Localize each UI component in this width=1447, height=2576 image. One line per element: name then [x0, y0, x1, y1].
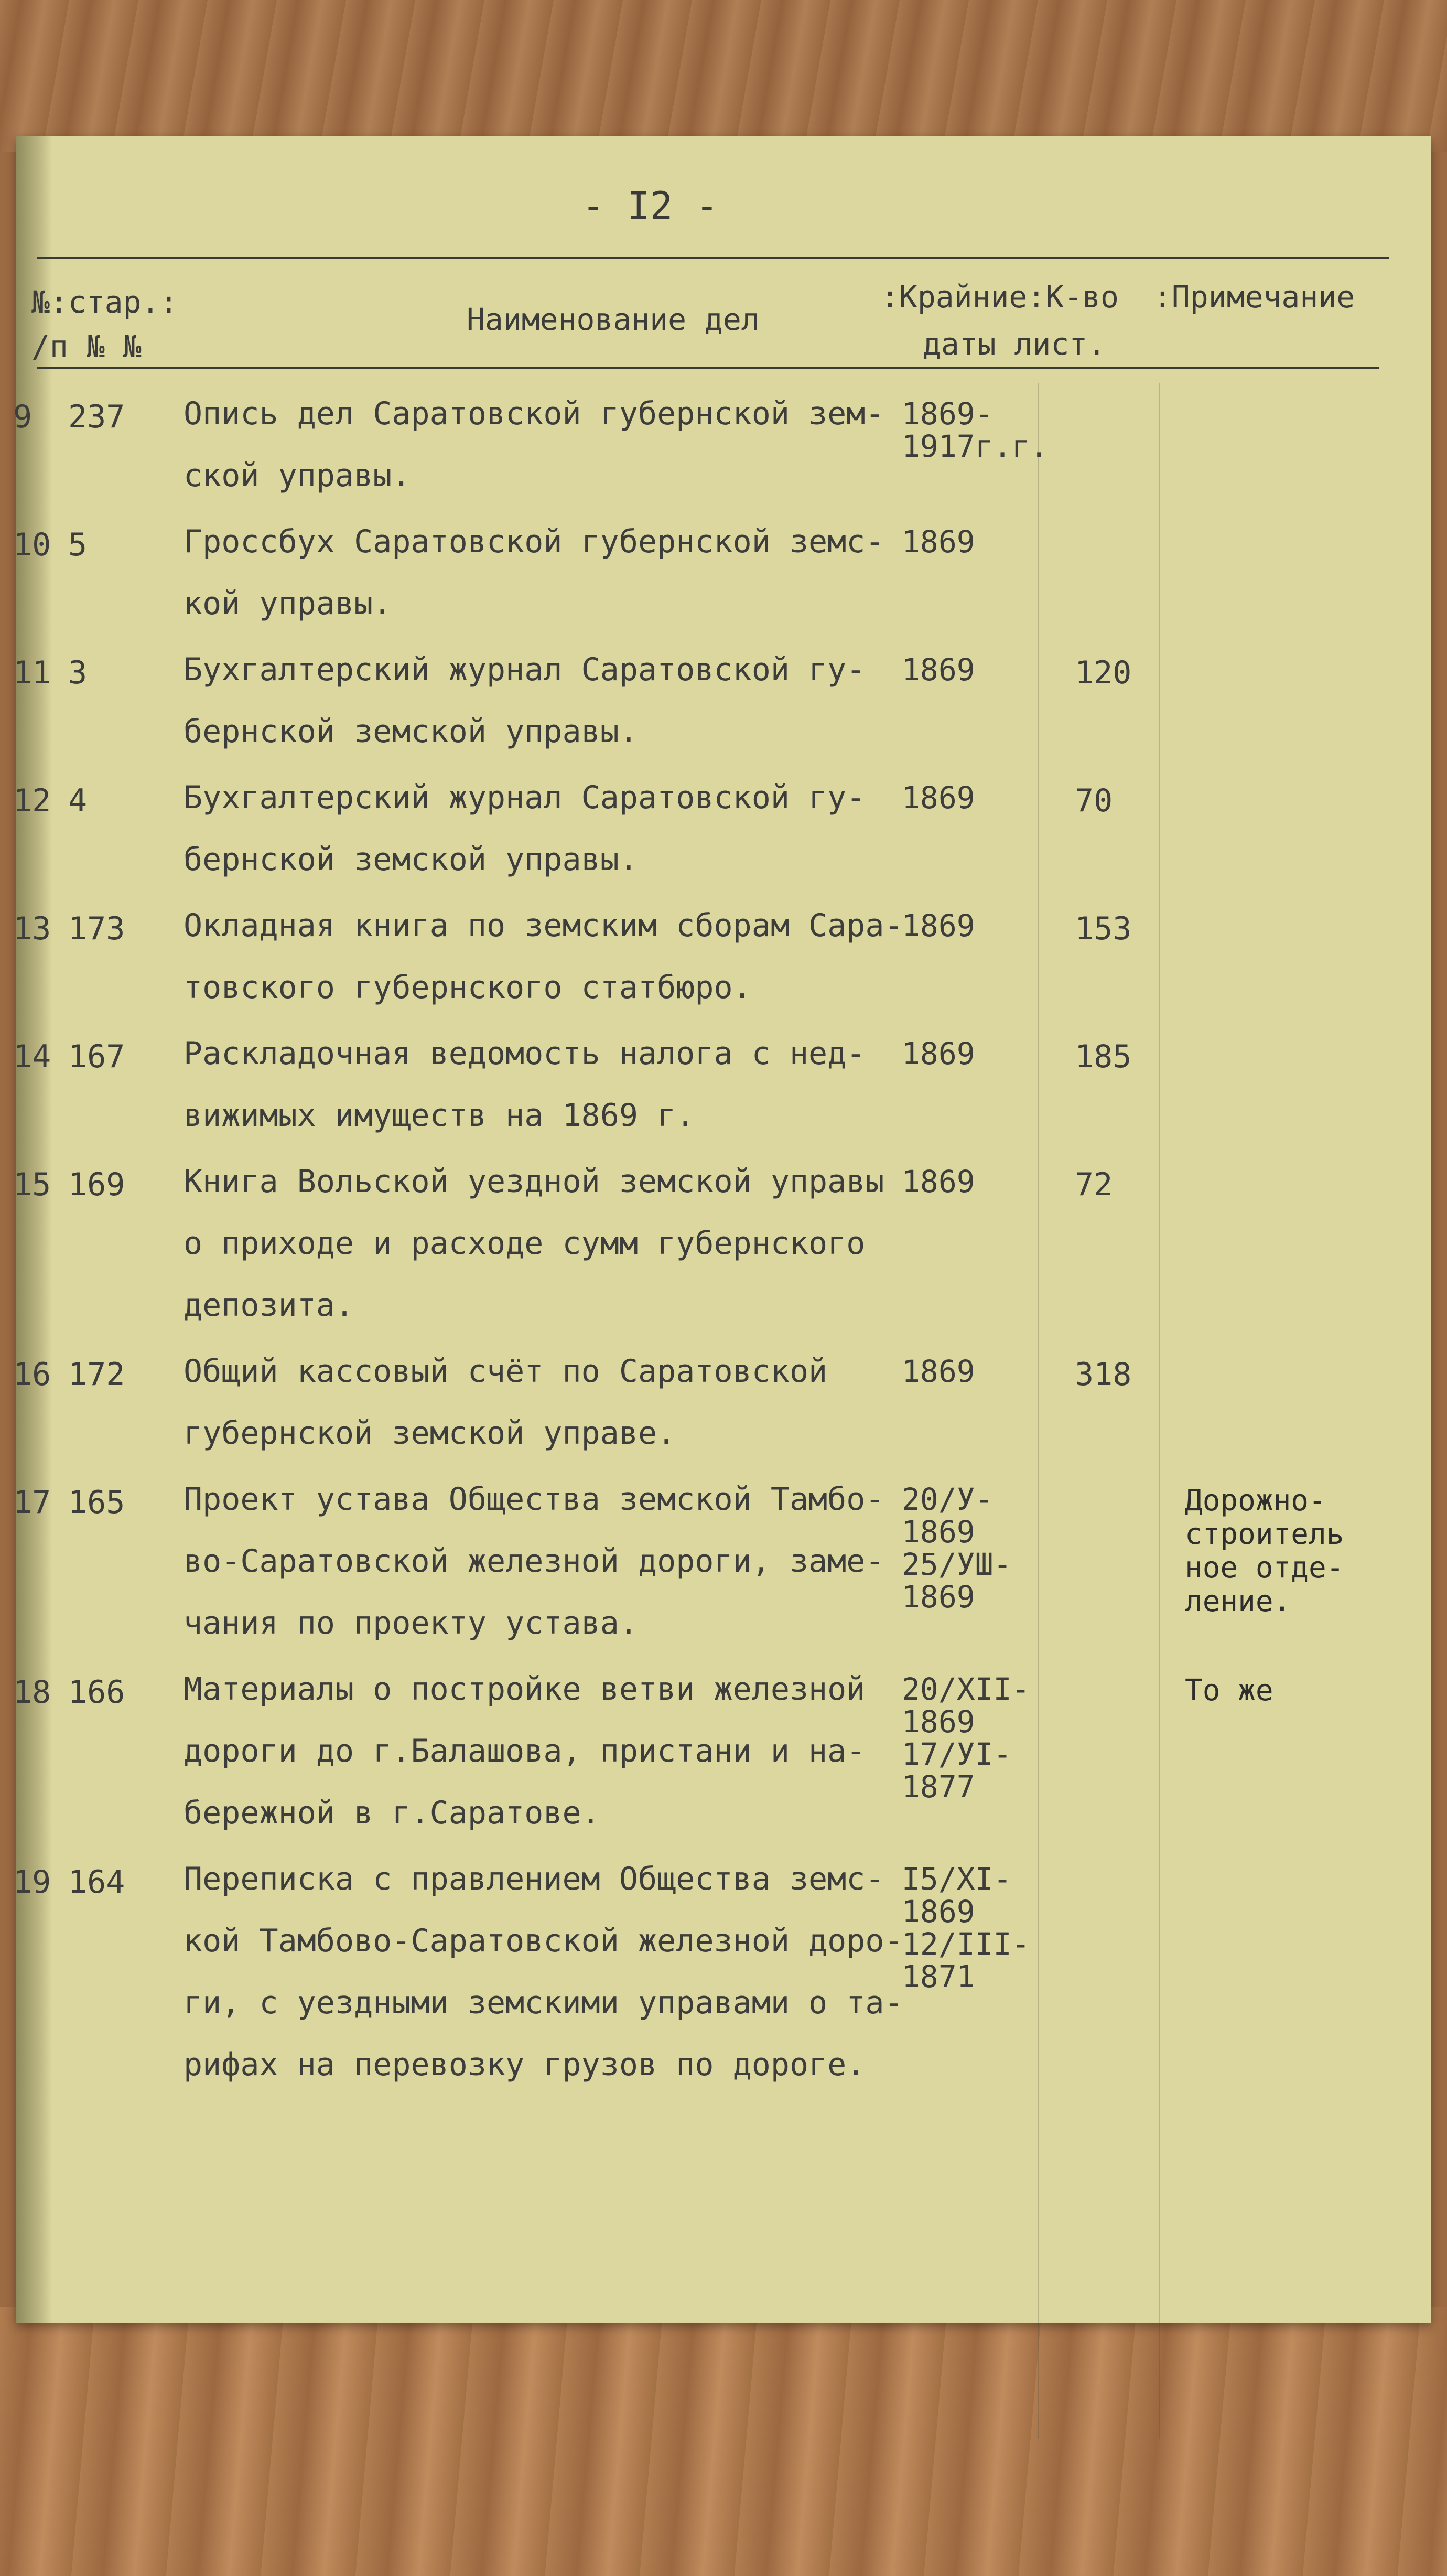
date-line: 1869	[902, 1894, 975, 1929]
case-title-line: во-Саратовской железной дороги, заме-	[183, 1543, 884, 1580]
row-number: 11	[13, 654, 51, 691]
date-line: 12/III-	[902, 1926, 1030, 1962]
header-dates-bottom: даты лист.	[923, 326, 1106, 362]
old-number: 164	[68, 1864, 125, 1901]
sheet-count: 318	[1075, 1356, 1132, 1393]
date-line: I5/XI-	[902, 1861, 1012, 1897]
old-number: 237	[68, 399, 125, 435]
sheet-count: 72	[1075, 1166, 1113, 1203]
extreme-dates	[902, 1165, 975, 1198]
case-title	[183, 895, 903, 1018]
case-title-line: вижимых имуществ на 1869 г.	[183, 1097, 695, 1134]
old-number: 173	[68, 910, 125, 947]
document-page	[13, 136, 1431, 2323]
remark-line: ное отде-	[1185, 1551, 1344, 1585]
sheet-count: 185	[1075, 1038, 1132, 1075]
old-number: 165	[68, 1484, 125, 1521]
date-line: 1869	[902, 780, 975, 815]
case-title-line: рифах на перевозку грузов по дороге.	[183, 2046, 866, 2083]
sheet-count: 70	[1075, 782, 1113, 819]
row-number: 17	[13, 1484, 51, 1521]
date-line: 1871	[902, 1959, 975, 1994]
sheet-count: 120	[1075, 654, 1132, 691]
case-title-line: Общий кассовый счёт по Саратовской	[183, 1353, 828, 1390]
extreme-dates	[902, 909, 975, 942]
remark-line: строитель	[1185, 1517, 1344, 1551]
old-number: 166	[68, 1674, 125, 1711]
old-number: 5	[68, 527, 88, 563]
date-line: 1869	[902, 1704, 975, 1740]
row-number: 12	[13, 782, 51, 819]
case-title-line: бернской земской управы.	[183, 713, 638, 750]
date-line: 1869	[902, 1514, 975, 1550]
case-title	[183, 1468, 884, 1654]
header-num-bottom: /п № №	[31, 329, 142, 364]
old-number: 169	[68, 1166, 125, 1203]
case-title-line: Бухгалтерский журнал Саратовской гу-	[183, 651, 866, 688]
date-line: 1869	[902, 1354, 975, 1389]
case-title	[183, 1340, 827, 1464]
case-title-line: Переписка с правлением Общества земс-	[183, 1861, 884, 1897]
case-title	[183, 383, 884, 507]
row-number: 13	[13, 910, 51, 947]
extreme-dates	[902, 1863, 1030, 1993]
column-divider-sheets	[1038, 383, 1039, 2439]
extreme-dates	[902, 398, 1048, 463]
case-title-line: Окладная книга по земским сборам Сара-	[183, 907, 903, 944]
remark	[1185, 1484, 1344, 1618]
case-title	[183, 1151, 884, 1336]
old-number: 3	[68, 654, 88, 691]
wooden-table-bottom	[0, 2307, 1447, 2576]
date-line: 20/XII-	[902, 1671, 1030, 1707]
case-title-line: депозита.	[183, 1287, 354, 1324]
old-number: 172	[68, 1356, 125, 1393]
row-number: 18	[13, 1674, 51, 1711]
date-line: 1869	[902, 1164, 975, 1199]
sheet-count: 153	[1075, 910, 1132, 947]
remark-line: То же	[1185, 1673, 1273, 1708]
extreme-dates	[902, 653, 975, 686]
old-number: 4	[68, 782, 88, 819]
case-title-line: Раскладочная ведомость налога с нед-	[183, 1035, 866, 1072]
case-title-line: Проект устава Общества земской Тамбо-	[183, 1481, 884, 1518]
wooden-table-top	[0, 0, 1447, 152]
header-num-top: №:стар.:	[31, 284, 178, 320]
binding-edge	[16, 136, 52, 2323]
date-line: 20/У-	[902, 1482, 994, 1517]
date-line: 25/УШ-	[902, 1547, 1012, 1582]
date-line: 1869	[902, 908, 975, 943]
row-number: 16	[13, 1356, 51, 1393]
case-title-line: кой Тамбово-Саратовской железной доро-	[183, 1923, 903, 1959]
case-title-line: Книга Вольской уездной земской управы	[183, 1163, 884, 1200]
extreme-dates	[902, 781, 975, 814]
date-line: 17/УI-	[902, 1736, 1012, 1772]
date-line: 1869	[902, 652, 975, 688]
date-line: 1869-	[902, 396, 994, 432]
column-divider-notes	[1159, 383, 1160, 2439]
header-dates-top: :Крайние:К-во	[881, 279, 1119, 315]
header-rule-top	[37, 257, 1389, 259]
extreme-dates	[902, 1483, 1012, 1613]
case-title-line: дороги до г.Балашова, пристани и на-	[183, 1733, 866, 1769]
case-title-line: чания по проекту устава.	[183, 1605, 638, 1641]
extreme-dates	[902, 1037, 975, 1070]
date-line: 1869	[902, 524, 975, 560]
row-number: 19	[13, 1864, 51, 1901]
row-number: 9	[13, 399, 33, 435]
case-title-line: бернской земской управы.	[183, 841, 638, 878]
case-title-line: Бухгалтерский журнал Саратовской гу-	[183, 779, 866, 816]
header-title: Наименование дел	[467, 302, 760, 337]
header-notes: :Примечание	[1153, 279, 1355, 315]
date-line: 1869	[902, 1579, 975, 1615]
row-number: 15	[13, 1166, 51, 1203]
case-title	[183, 767, 865, 890]
case-title-line: ской управы.	[183, 457, 411, 494]
case-title-line: Гроссбух Саратовской губернской земс-	[183, 523, 884, 560]
case-title-line: о приходе и расходе сумм губернского	[183, 1225, 866, 1262]
extreme-dates	[902, 525, 975, 558]
date-line: 1877	[902, 1769, 975, 1805]
case-title-line: Материалы о постройке ветви железной	[183, 1671, 866, 1708]
case-title-line: ги, с уездными земскими управами о та-	[183, 1984, 903, 2021]
case-title-line: бережной в г.Саратове.	[183, 1795, 600, 1831]
date-line: 1869	[902, 1036, 975, 1071]
case-title-line: кой управы.	[183, 585, 392, 622]
case-title-line: Опись дел Саратовской губернской зем-	[183, 395, 884, 432]
case-title-line: губернской земской управе.	[183, 1415, 676, 1452]
row-number: 10	[13, 527, 51, 563]
remark-line: ление.	[1185, 1584, 1291, 1618]
page-number: - I2 -	[581, 184, 719, 228]
old-number: 167	[68, 1038, 125, 1075]
extreme-dates	[902, 1355, 975, 1388]
extreme-dates	[902, 1673, 1030, 1803]
case-title	[183, 1023, 865, 1146]
header-rule-bottom	[37, 367, 1379, 369]
case-title	[183, 1658, 865, 1844]
case-title	[183, 511, 884, 635]
date-line: 1917г.г.	[902, 428, 1049, 464]
remark	[1185, 1674, 1273, 1708]
row-number: 14	[13, 1038, 51, 1075]
case-title	[183, 1848, 903, 2096]
remark-line: Дорожно-	[1185, 1484, 1326, 1518]
case-title	[183, 639, 865, 763]
case-title-line: товского губернского статбюро.	[183, 969, 752, 1006]
